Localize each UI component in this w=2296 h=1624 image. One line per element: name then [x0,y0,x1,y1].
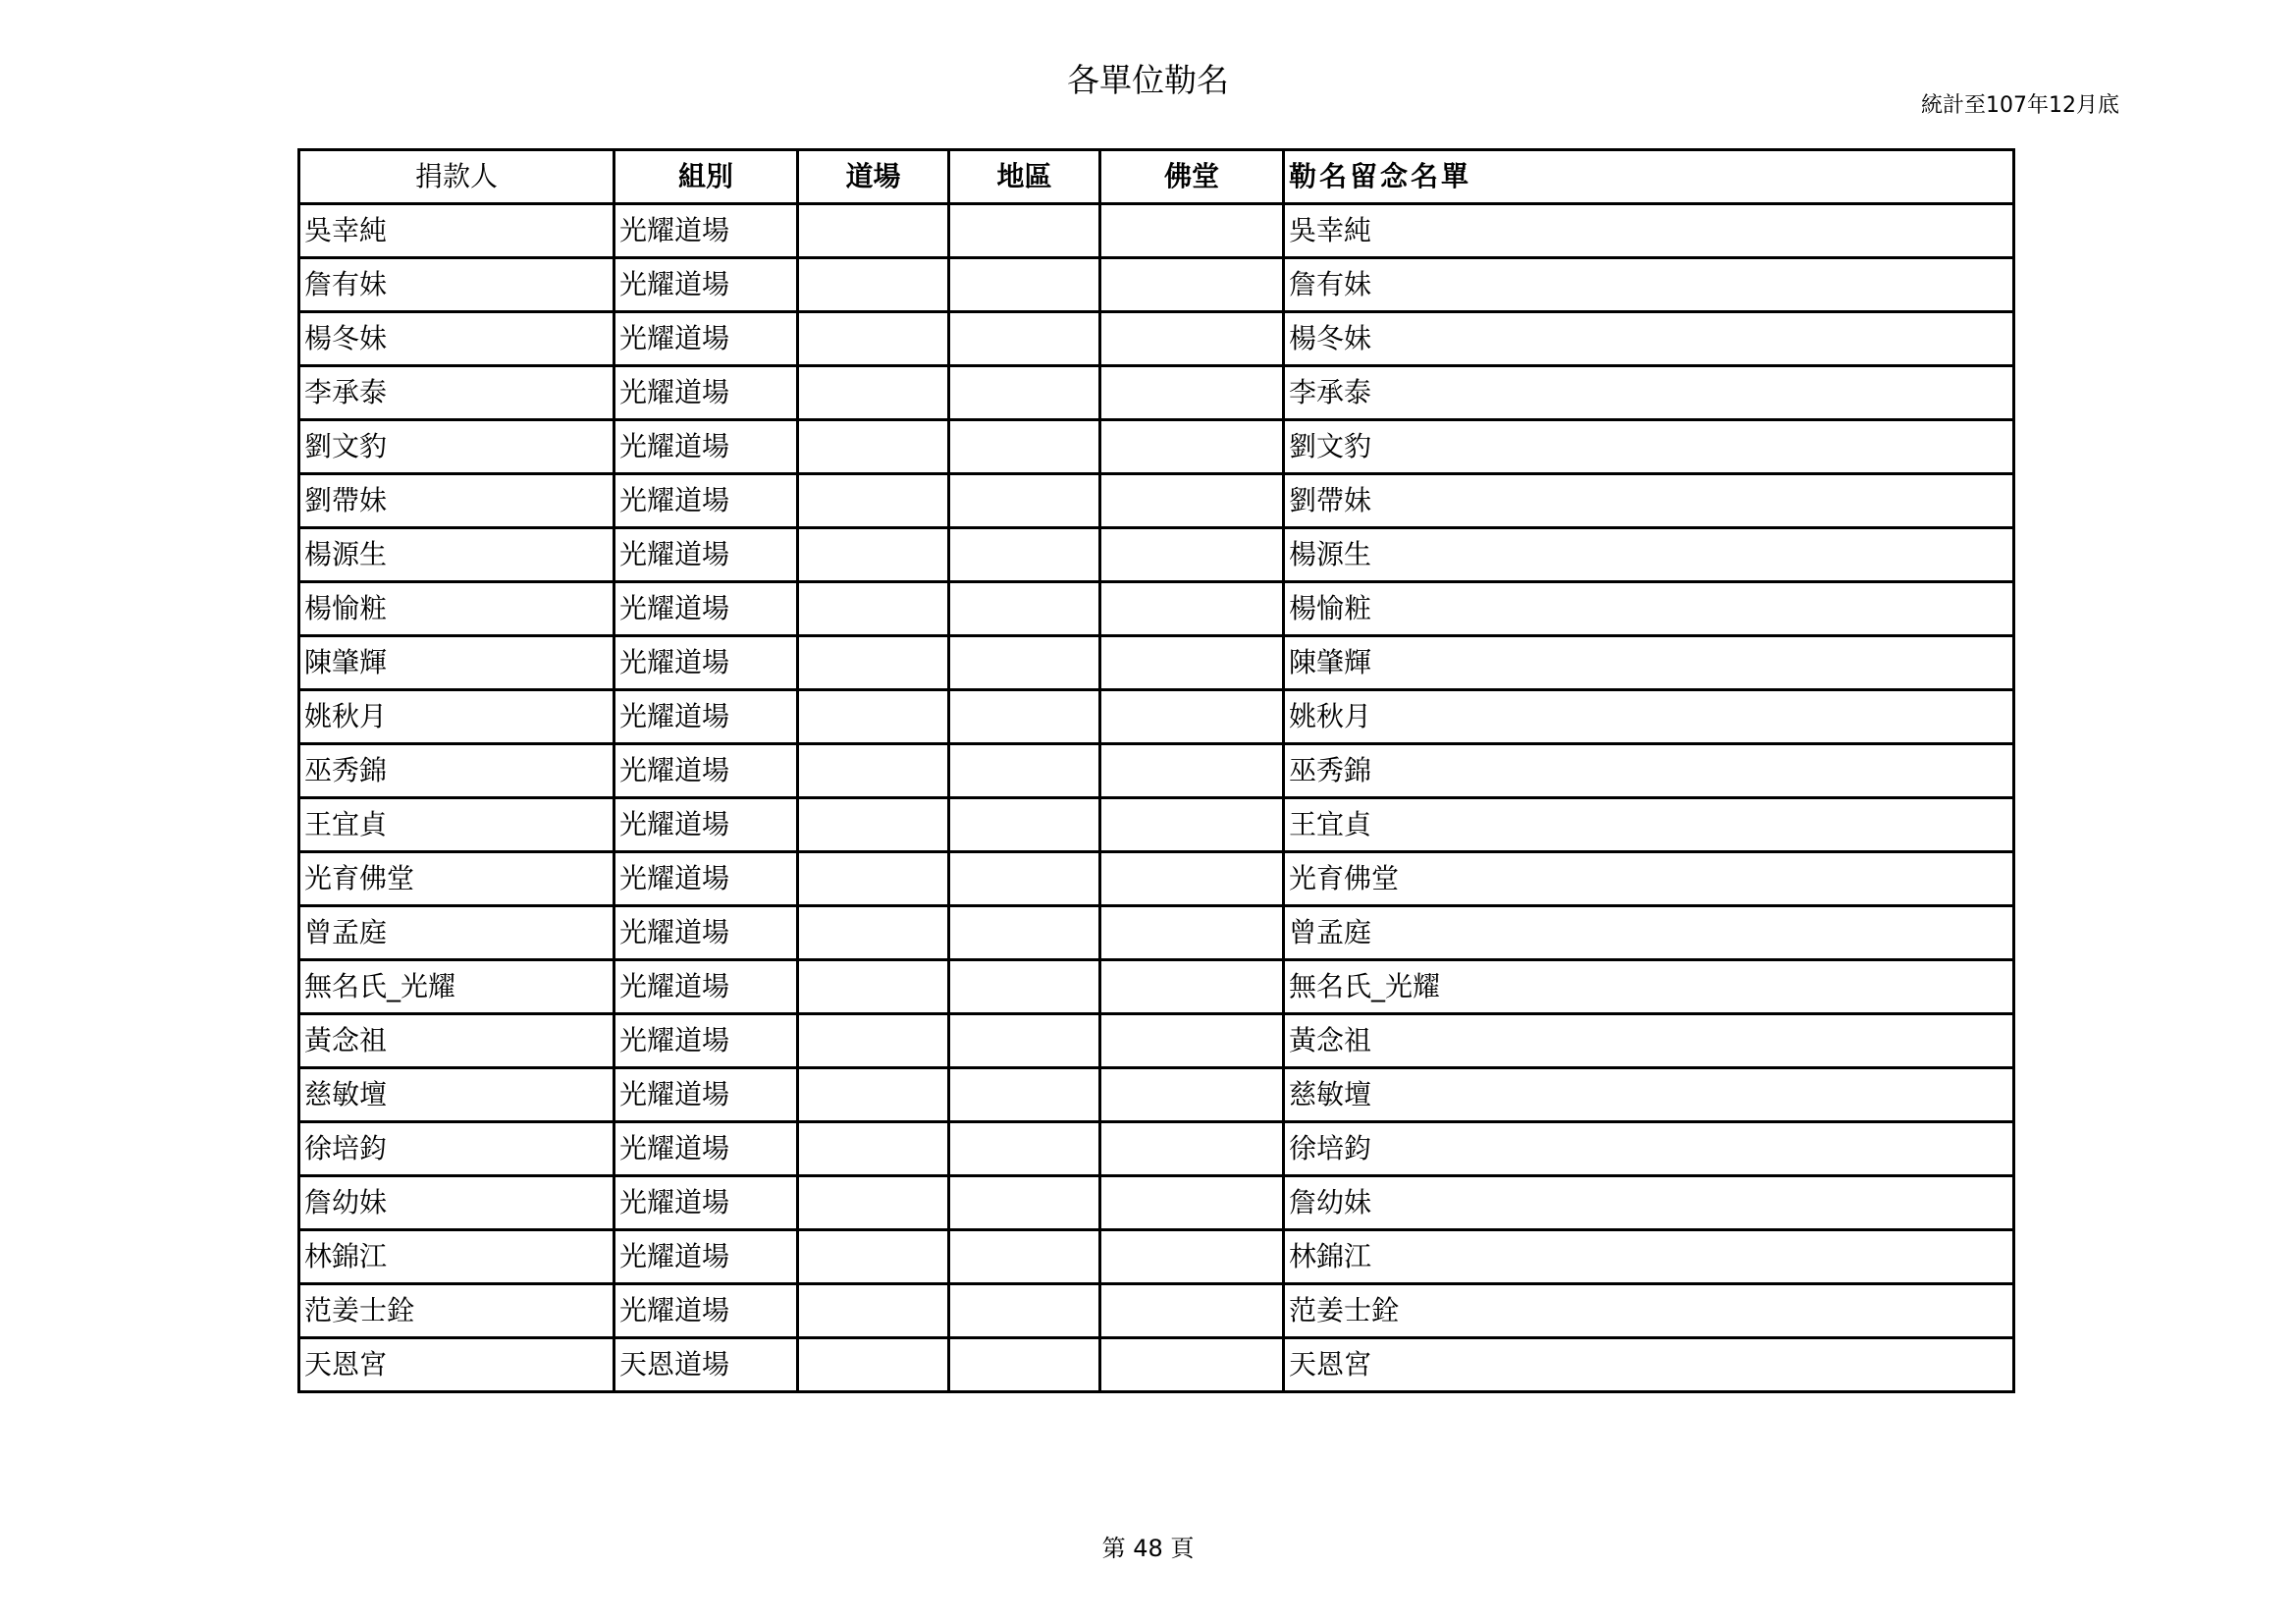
table-row [299,1338,2014,1392]
cell-donor: 林錦江 [299,1230,614,1284]
cell-region [949,204,1100,258]
cell-dojo [798,906,949,960]
cell-inscription: 楊冬妹 [1284,312,2014,366]
cell-dojo [798,204,949,258]
table-header-row [299,150,2014,204]
cell-group: 光耀道場 [614,312,798,366]
cell-region [949,1068,1100,1122]
cell-donor: 范姜士銓 [299,1284,614,1338]
table-row [299,906,2014,960]
table-row [299,798,2014,852]
cell-dojo [798,690,949,744]
table-row [299,690,2014,744]
header-donor: 捐款人 [299,150,614,204]
cell-donor: 吳幸純 [299,204,614,258]
cell-inscription: 姚秋月 [1284,690,2014,744]
table-row [299,1230,2014,1284]
cell-hall [1100,258,1284,312]
cell-region [949,744,1100,798]
cell-hall [1100,1338,1284,1392]
cell-donor: 劉帶妹 [299,474,614,528]
table-body [299,204,2014,1392]
cell-group: 光耀道場 [614,744,798,798]
cell-inscription: 詹幼妹 [1284,1176,2014,1230]
cell-hall [1100,1122,1284,1176]
cell-dojo [798,1176,949,1230]
cell-dojo [798,1338,949,1392]
page-number: 第 48 頁 [1101,1535,1195,1562]
cell-group: 光耀道場 [614,1122,798,1176]
cell-dojo [798,1230,949,1284]
cell-donor: 楊源生 [299,528,614,582]
cell-group: 光耀道場 [614,366,798,420]
cell-region [949,636,1100,690]
cell-dojo [798,798,949,852]
cell-region [949,690,1100,744]
cell-hall [1100,744,1284,798]
cell-group: 光耀道場 [614,474,798,528]
cell-group: 光耀道場 [614,258,798,312]
cell-inscription: 天恩宮 [1284,1338,2014,1392]
cell-group: 光耀道場 [614,1230,798,1284]
table-row [299,474,2014,528]
cell-hall [1100,366,1284,420]
cell-group: 天恩道場 [614,1338,798,1392]
cell-donor: 楊愉粧 [299,582,614,636]
cell-region [949,474,1100,528]
cell-hall [1100,1176,1284,1230]
cell-dojo [798,744,949,798]
header-hall: 佛堂 [1100,150,1284,204]
cell-donor: 劉文豹 [299,420,614,474]
cell-region [949,528,1100,582]
cell-region [949,1338,1100,1392]
statistics-note: 統計至107年12月底 [1921,93,2119,118]
cell-region [949,798,1100,852]
table-row [299,204,2014,258]
table-row [299,1176,2014,1230]
cell-dojo [798,1014,949,1068]
cell-group: 光耀道場 [614,204,798,258]
cell-region [949,582,1100,636]
cell-dojo [798,312,949,366]
cell-hall [1100,1284,1284,1338]
cell-region [949,1284,1100,1338]
cell-region [949,1230,1100,1284]
cell-inscription: 劉帶妹 [1284,474,2014,528]
cell-group: 光耀道場 [614,582,798,636]
cell-group: 光耀道場 [614,960,798,1014]
cell-region [949,960,1100,1014]
cell-region [949,258,1100,312]
cell-donor: 王宜貞 [299,798,614,852]
cell-hall [1100,1068,1284,1122]
cell-hall [1100,1014,1284,1068]
cell-donor: 李承泰 [299,366,614,420]
table-row [299,1014,2014,1068]
cell-dojo [798,366,949,420]
cell-hall [1100,312,1284,366]
cell-dojo [798,420,949,474]
cell-donor: 陳肇輝 [299,636,614,690]
cell-dojo [798,1068,949,1122]
table-row [299,528,2014,582]
cell-inscription: 王宜貞 [1284,798,2014,852]
cell-group: 光耀道場 [614,906,798,960]
cell-hall [1100,798,1284,852]
cell-group: 光耀道場 [614,690,798,744]
cell-inscription: 李承泰 [1284,366,2014,420]
cell-donor: 楊冬妹 [299,312,614,366]
table-row [299,960,2014,1014]
cell-inscription: 曾孟庭 [1284,906,2014,960]
header-dojo: 道場 [798,150,949,204]
cell-dojo [798,852,949,906]
cell-group: 光耀道場 [614,1068,798,1122]
cell-dojo [798,636,949,690]
cell-dojo [798,1122,949,1176]
cell-group: 光耀道場 [614,1176,798,1230]
cell-dojo [798,528,949,582]
table-row [299,1284,2014,1338]
table-row [299,420,2014,474]
table-row [299,366,2014,420]
cell-donor: 姚秋月 [299,690,614,744]
cell-dojo [798,258,949,312]
cell-region [949,1014,1100,1068]
document-title: 各單位勒名 [1067,61,1229,99]
header-region: 地區 [949,150,1100,204]
cell-group: 光耀道場 [614,1284,798,1338]
cell-hall [1100,474,1284,528]
cell-inscription: 慈敏壇 [1284,1068,2014,1122]
cell-dojo [798,1284,949,1338]
cell-inscription: 林錦江 [1284,1230,2014,1284]
cell-hall [1100,528,1284,582]
cell-donor: 無名氏_光耀 [299,960,614,1014]
cell-dojo [798,582,949,636]
cell-group: 光耀道場 [614,852,798,906]
cell-inscription: 詹有妹 [1284,258,2014,312]
table-row [299,582,2014,636]
cell-group: 光耀道場 [614,528,798,582]
cell-hall [1100,582,1284,636]
cell-inscription: 巫秀錦 [1284,744,2014,798]
cell-dojo [798,960,949,1014]
cell-inscription: 光育佛堂 [1284,852,2014,906]
cell-region [949,1122,1100,1176]
header-group: 組別 [614,150,798,204]
cell-donor: 徐培鈞 [299,1122,614,1176]
cell-inscription: 黃念祖 [1284,1014,2014,1068]
cell-inscription: 徐培鈞 [1284,1122,2014,1176]
cell-donor: 光育佛堂 [299,852,614,906]
cell-dojo [798,474,949,528]
cell-hall [1100,636,1284,690]
cell-group: 光耀道場 [614,636,798,690]
donor-table [297,148,2015,1393]
cell-region [949,1176,1100,1230]
cell-inscription: 無名氏_光耀 [1284,960,2014,1014]
table-row [299,636,2014,690]
table-row [299,312,2014,366]
cell-inscription: 吳幸純 [1284,204,2014,258]
cell-inscription: 陳肇輝 [1284,636,2014,690]
cell-region [949,312,1100,366]
cell-donor: 黃念祖 [299,1014,614,1068]
table-row [299,852,2014,906]
cell-inscription: 楊愉粧 [1284,582,2014,636]
cell-inscription: 楊源生 [1284,528,2014,582]
cell-donor: 巫秀錦 [299,744,614,798]
cell-hall [1100,204,1284,258]
cell-region [949,906,1100,960]
cell-donor: 詹有妹 [299,258,614,312]
cell-hall [1100,852,1284,906]
cell-inscription: 劉文豹 [1284,420,2014,474]
table-row [299,1068,2014,1122]
table-row [299,744,2014,798]
cell-region [949,852,1100,906]
cell-hall [1100,906,1284,960]
cell-hall [1100,1230,1284,1284]
cell-donor: 曾孟庭 [299,906,614,960]
cell-inscription: 范姜士銓 [1284,1284,2014,1338]
cell-group: 光耀道場 [614,1014,798,1068]
cell-hall [1100,690,1284,744]
header-inscription: 勒名留念名單 [1284,150,2014,204]
cell-donor: 詹幼妹 [299,1176,614,1230]
cell-group: 光耀道場 [614,420,798,474]
cell-group: 光耀道場 [614,798,798,852]
cell-hall [1100,960,1284,1014]
cell-hall [1100,420,1284,474]
cell-region [949,420,1100,474]
table-row [299,1122,2014,1176]
cell-region [949,366,1100,420]
cell-donor: 天恩宮 [299,1338,614,1392]
cell-donor: 慈敏壇 [299,1068,614,1122]
table-row [299,258,2014,312]
